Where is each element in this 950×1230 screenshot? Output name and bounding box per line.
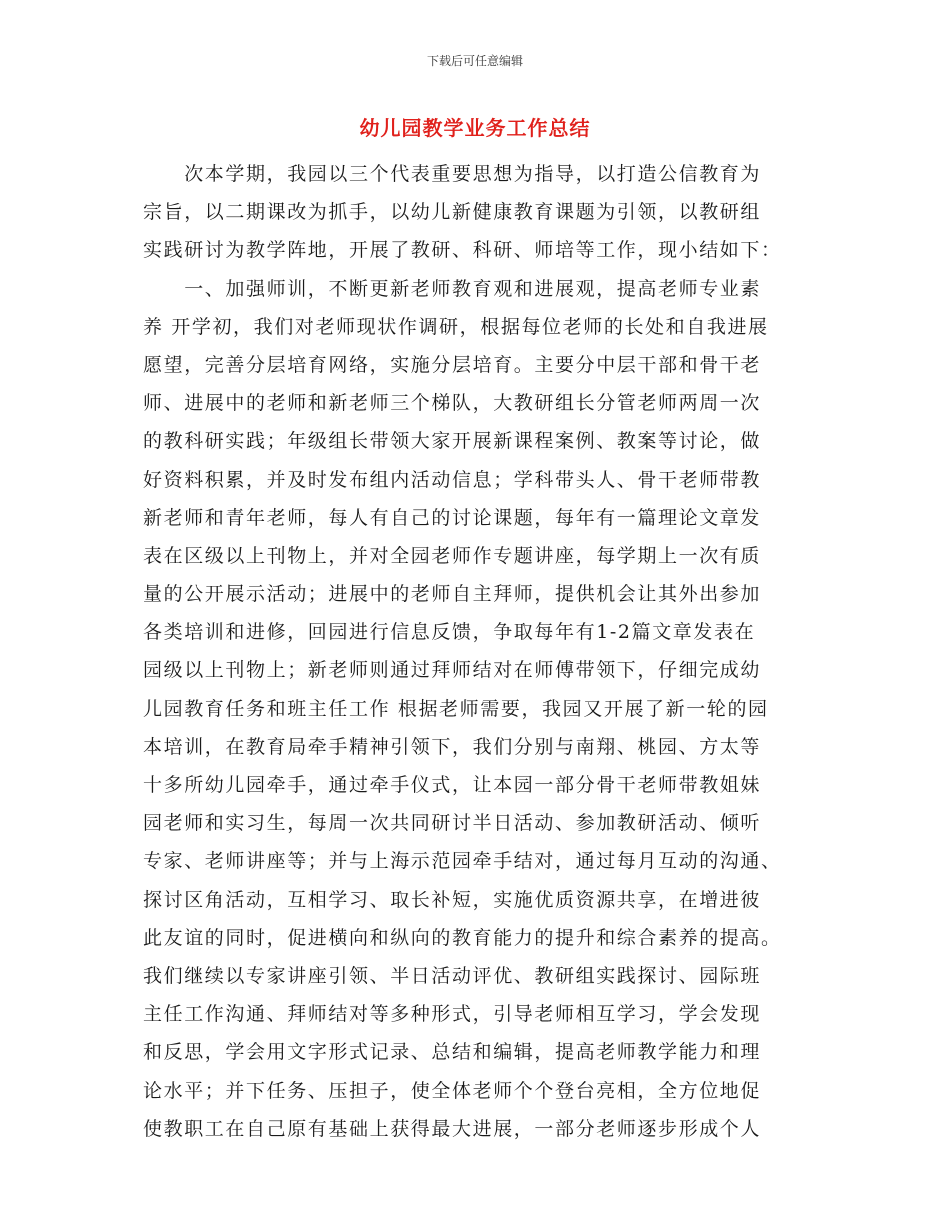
body-line: 专家、老师讲座等；并与上海示范园牵手结对，通过每月互动的沟通、 [143,850,782,873]
body-line: 表在区级以上刊物上，并对全园老师作专题讲座，每学期上一次有质 [143,544,762,567]
body-line: 主任工作沟通、拜师结对等多种形式，引导老师相互学习，学会发现 [143,1003,762,1026]
body-line: 本培训，在教育局牵手精神引领下，我们分别与南翔、桃园、方太等 [143,735,762,758]
body-line: 次本学期，我园以三个代表重要思想为指导，以打造公信教育为 [143,163,762,185]
body-line: 宗旨，以二期课改为抓手，以幼儿新健康教育课题为引领，以教研组 [143,201,762,224]
document-body [143,155,811,1148]
body-line: 实践研讨为教学阵地，开展了教研、科研、师培等工作，现小结如下： [143,239,782,262]
body-line: 使教职工在自己原有基础上获得最大进展，一部分老师逐步形成个人 [143,1117,762,1140]
body-line: 愿望，完善分层培育网络，实施分层培育。主要分中层干部和骨干老 [143,353,762,376]
body-line: 的教科研实践；年级组长带领大家开展新课程案例、教案等讨论，做 [143,430,762,453]
document-title: 幼儿园教学业务工作总结 [359,116,591,140]
body-line: 园级以上刊物上；新老师则通过拜师结对在师傅带领下，仔细完成幼 [143,659,762,682]
body-line: 探讨区角活动，互相学习、取长补短，实施优质资源共享，在增进彼 [143,888,762,911]
body-line: 论水平；并下任务、压担子，使全体老师个个登台亮相，全方位地促 [143,1079,762,1102]
body-line: 此友谊的同时，促进横向和纵向的教育能力的提升和综合素养的提高。 [143,926,782,949]
body-line: 和反思，学会用文字形式记录、总结和编辑，提高老师教学能力和理 [143,1041,762,1064]
body-line: 养 开学初，我们对老师现状作调研，根据每位老师的长处和自我进展 [143,315,769,338]
body-line: 好资料积累，并及时发布组内活动信息；学科带头人、骨干老师带教 [143,468,762,491]
body-line: 量的公开展示活动；进展中的老师自主拜师，提供机会让其外出参加 [143,583,762,606]
body-line: 各类培训和进修，回园进行信息反馈，争取每年有1-2篇文章发表在 [143,621,756,644]
body-line: 一、加强师训，不断更新老师教育观和进展观，提高老师专业素 [143,277,762,300]
body-line: 园老师和实习生，每周一次共同研讨半日活动、参加教研活动、倾听 [143,812,762,835]
body-line: 十多所幼儿园牵手，通过牵手仪式，让本园一部分骨干老师带教姐妹 [143,774,762,796]
body-line: 新老师和青年老师，每人有自己的讨论课题，每年有一篇理论文章发 [143,506,762,529]
body-line: 儿园教育任务和班主任工作 根据老师需要，我园又开展了新一轮的园 [143,697,769,720]
page-header-note: 下载后可任意编辑 [426,54,523,68]
body-line: 我们继续以专家讲座引领、半日活动评优、教研组实践探讨、园际班 [143,964,762,987]
body-line: 师、进展中的老师和新老师三个梯队，大教研组长分管老师两周一次 [143,392,762,415]
